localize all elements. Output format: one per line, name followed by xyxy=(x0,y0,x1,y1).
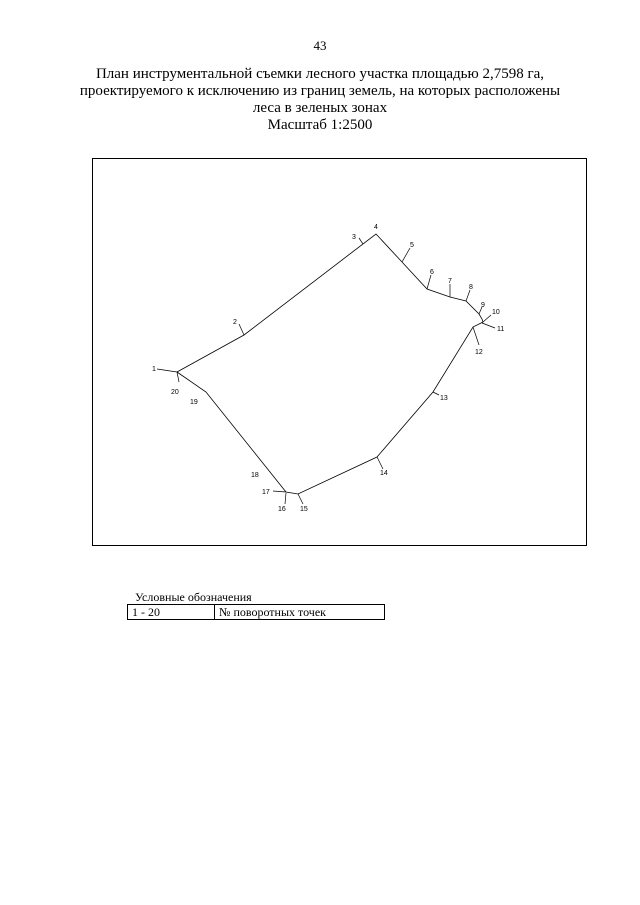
point-leader-15 xyxy=(298,494,303,504)
point-label-3: 3 xyxy=(352,234,356,241)
point-label-1: 1 xyxy=(152,366,156,373)
legend-row xyxy=(128,605,385,620)
point-leaders xyxy=(157,238,495,504)
plan-frame xyxy=(92,158,587,546)
title-line-2: проектируемого к исключению из границ земель, на которых расположены xyxy=(79,83,561,99)
point-leader-8 xyxy=(466,290,470,301)
point-leader-5 xyxy=(402,248,410,262)
point-label-13: 13 xyxy=(440,395,448,402)
point-label-16: 16 xyxy=(278,506,286,513)
point-label-20: 20 xyxy=(171,389,179,396)
title-line-1: План инструментальной съемки лесного участка площадью 2,7598 га, xyxy=(95,66,545,82)
survey-plan-drawing xyxy=(93,159,588,547)
point-label-7: 7 xyxy=(448,278,452,285)
legend-table xyxy=(127,604,385,620)
legend-caption: Условные обозначения xyxy=(135,590,252,604)
scale-label: Масштаб 1:2500 xyxy=(267,117,373,133)
point-leader-14 xyxy=(377,457,383,469)
point-label-11: 11 xyxy=(497,326,505,333)
point-label-8: 8 xyxy=(469,284,473,291)
point-leader-10 xyxy=(483,315,491,322)
point-label-2: 2 xyxy=(233,319,237,326)
point-label-10: 10 xyxy=(492,309,500,316)
point-leader-12 xyxy=(473,327,479,345)
legend xyxy=(127,590,387,620)
point-leader-2 xyxy=(239,324,244,335)
point-leader-1 xyxy=(157,369,177,372)
point-leader-16 xyxy=(285,493,286,504)
point-label-9: 9 xyxy=(481,302,485,309)
point-label-17: 17 xyxy=(262,489,270,496)
point-label-12: 12 xyxy=(475,349,483,356)
point-labels xyxy=(152,224,504,513)
plan-title xyxy=(60,66,580,134)
point-label-4: 4 xyxy=(374,224,378,231)
point-label-5: 5 xyxy=(410,242,414,249)
point-leader-11 xyxy=(482,323,495,328)
point-leader-13 xyxy=(433,392,439,395)
point-label-19: 19 xyxy=(190,399,198,406)
page-number: 43 xyxy=(313,38,327,53)
legend-description: № поворотных точек xyxy=(215,605,385,620)
point-label-15: 15 xyxy=(300,506,308,513)
point-leader-17 xyxy=(273,491,286,492)
point-leader-3 xyxy=(359,238,363,244)
boundary-line xyxy=(177,234,483,494)
point-label-18: 18 xyxy=(251,472,259,479)
title-line-3: леса в зеленых зонах xyxy=(252,100,388,116)
point-label-14: 14 xyxy=(380,470,388,477)
point-leader-6 xyxy=(427,275,431,289)
point-label-6: 6 xyxy=(430,269,434,276)
legend-key: 1 - 20 xyxy=(128,605,215,620)
